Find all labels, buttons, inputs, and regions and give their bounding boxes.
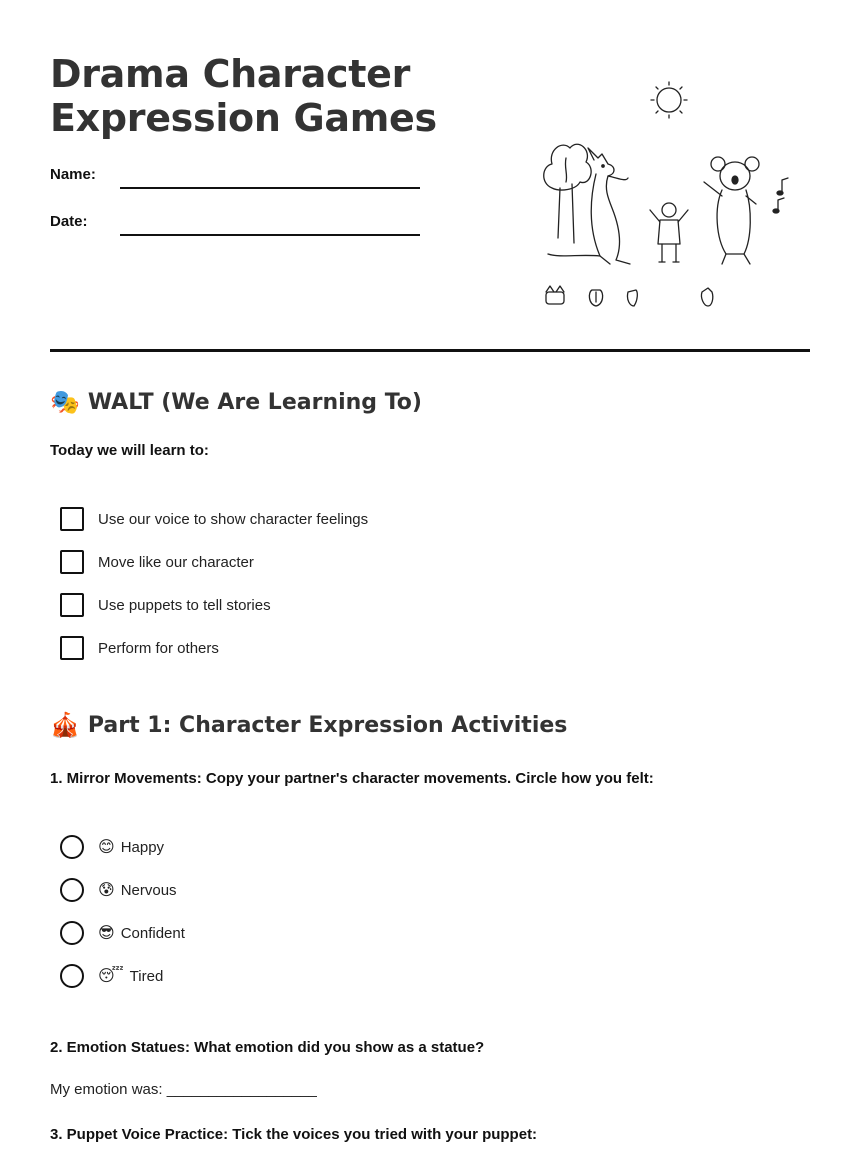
walt-checkbox[interactable] [60,593,84,617]
walt-checkbox[interactable] [60,550,84,574]
feeling-option[interactable] [60,835,164,859]
feeling-option[interactable] [60,964,163,988]
circus-tent-icon: 🎪 [50,711,80,739]
walt-item[interactable] [60,593,271,617]
worksheet-title [50,52,437,140]
music-notes-icon [773,178,788,213]
date-label: Date: [50,213,88,230]
walt-item-label: Perform for others [98,639,219,657]
walt-intro: Today we will learn to: [50,442,209,459]
theater-masks-icon: 🎭 [50,388,80,416]
walt-checkbox[interactable] [60,507,84,531]
feeling-radio[interactable] [60,835,84,859]
nervous-face-icon: 😰 [98,882,115,899]
walt-title: WALT (We Are Learning To) [87,389,422,415]
characters-illustration [530,78,800,318]
name-input-line[interactable] [120,187,420,189]
walt-item-label: Use puppets to tell stories [98,596,271,614]
question-1: 1. Mirror Movements: Copy your partner's character movements. Circle how you felt: [50,770,654,787]
feeling-label: Confident [120,924,185,942]
emotion-answer-field[interactable]: My emotion was: __________________ [50,1081,317,1098]
sun-icon [651,82,687,118]
walt-item-label: Move like our character [98,553,254,571]
feeling-label: Happy [120,838,165,856]
sleepy-face-icon: 😴 [98,968,124,985]
walt-item-label: Use our voice to show character feelings [98,510,369,528]
question-2: 2. Emotion Statues: What emotion did you show as a statue? [50,1039,485,1056]
part1-title: Part 1: Character Expression Activities [87,712,568,738]
walt-heading [50,388,422,416]
date-input-line[interactable] [120,234,420,236]
sunglasses-face-icon: 😎 [98,925,115,942]
feeling-label: Tired [129,967,164,985]
puppet-icons [546,286,713,306]
title-line-1: Drama Character [50,52,411,96]
feeling-radio[interactable] [60,878,84,902]
feeling-option[interactable] [60,921,185,945]
title-line-2: Expression Games [50,96,437,140]
koala-icon [704,157,759,264]
tree-icon [544,144,591,243]
happy-face-icon: 😊 [98,839,115,856]
part1-heading [50,711,567,739]
walt-item[interactable] [60,550,254,574]
question-3: 3. Puppet Voice Practice: Tick the voices you tried with your puppet: [50,1126,538,1143]
feeling-radio[interactable] [60,964,84,988]
header-divider [50,349,810,352]
feeling-radio[interactable] [60,921,84,945]
name-label: Name: [50,166,96,183]
walt-item[interactable] [60,636,219,660]
feeling-label: Nervous [120,881,177,899]
walt-checkbox[interactable] [60,636,84,660]
walt-item[interactable] [60,507,368,531]
feeling-option[interactable] [60,878,177,902]
child-icon [650,203,688,262]
